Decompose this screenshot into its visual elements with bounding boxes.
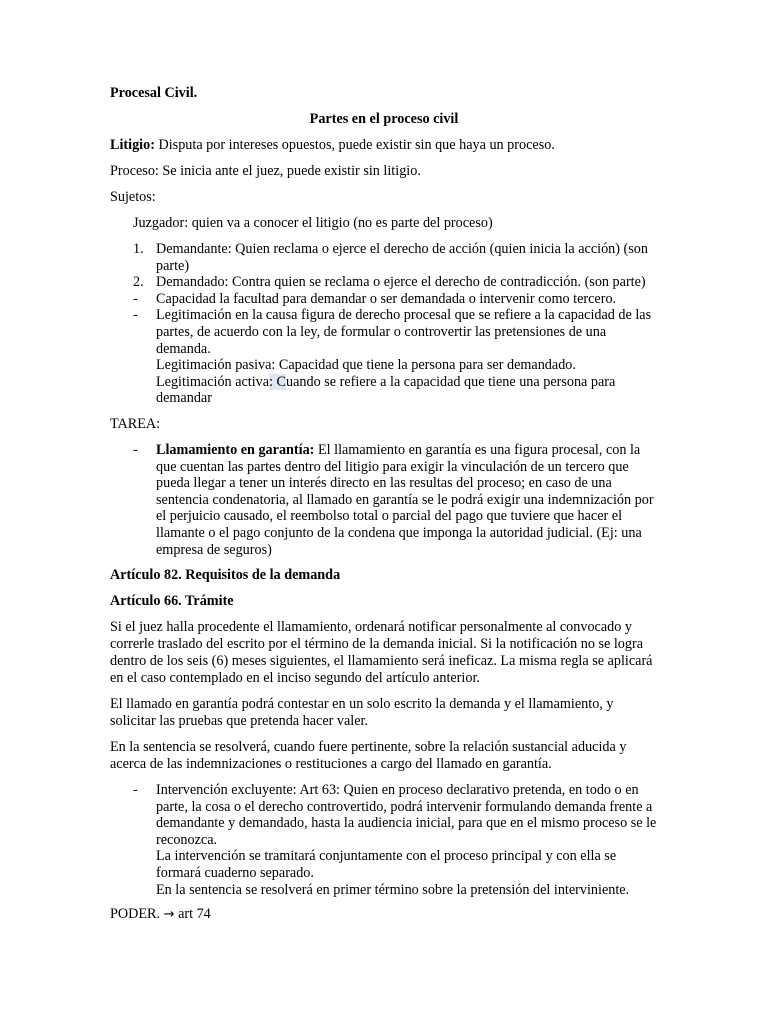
text-selection-highlight: : C bbox=[269, 373, 287, 390]
proceso-paragraph: Proceso: Se inicia ante el juez, puede existir sin litigio. bbox=[110, 163, 421, 179]
sujetos-paragraph: Sujetos: bbox=[110, 189, 156, 205]
article-66-paragraph-2: El llamado en garantía podrá contestar en un solo escrito la demanda y el llamamiento, y solicitar las pruebas que pretenda hacer valer. bbox=[110, 696, 614, 730]
list-item bbox=[110, 241, 658, 274]
list-marker: - bbox=[133, 290, 138, 307]
document-subtitle: Partes en el proceso civil bbox=[309, 111, 459, 127]
list-item-text: Demandante: Quien reclama o ejerce el derecho de acción (quien inicia la acción) (son parte) bbox=[156, 241, 648, 274]
article-66-heading: Artículo 66. Trámite bbox=[110, 593, 234, 610]
list-marker: - bbox=[133, 441, 138, 458]
list-item-text: Legitimación en la causa figura de derecho procesal que se refiere a la capacidad de las partes, de acuerdo con la ley, de formular o controvertir las pretensiones de una demanda. bbox=[156, 307, 652, 357]
list-marker: 2. bbox=[133, 274, 144, 291]
list-item bbox=[110, 307, 658, 407]
poder-label: PODER. bbox=[110, 906, 164, 923]
article-66-paragraph-1: Si el juez halla procedente el llamamiento, ordenará notificar personalmente al convocado y correrle traslado del escrito por el término de la demanda inicial. Si la notificación no se logra dentro de los seis (6) meses siguientes, el llamamiento será ineficaz. La misma regla se aplicará en el caso contemplado en el inciso segundo del artículo anterior. bbox=[110, 619, 653, 687]
list-marker: - bbox=[133, 782, 138, 799]
document-page bbox=[110, 85, 658, 923]
list-marker: - bbox=[133, 307, 138, 324]
legitimacion-activa-label: Legitimación activa bbox=[156, 373, 270, 390]
litigio-text: Disputa por intereses opuestos, puede existir sin que haya un proceso. bbox=[154, 137, 555, 153]
juzgador-paragraph: Juzgador: quien va a conocer el litigio (no es parte del proceso) bbox=[133, 215, 493, 231]
tarea-heading: TAREA: bbox=[110, 415, 161, 432]
poder-paragraph bbox=[110, 906, 658, 923]
list-item bbox=[110, 442, 658, 558]
intervencion-text-2: La intervención se tramitará conjuntamente con el proceso principal y con ella se formará cuaderno separado. bbox=[156, 848, 617, 882]
document-title: Procesal Civil. bbox=[110, 85, 198, 101]
legitimacion-activa-text: uando se refiere a la capacidad que tiene una persona para demandar bbox=[156, 373, 616, 407]
list-item-text: Demandado: Contra quien se reclama o ejerce el derecho de contradicción. (son parte) bbox=[156, 274, 646, 291]
list-item bbox=[110, 291, 658, 308]
poder-article: art 74 bbox=[174, 906, 211, 923]
arrow-right-icon: → bbox=[163, 907, 175, 923]
llamamiento-label: Llamamiento en garantía: bbox=[156, 441, 315, 458]
list-item bbox=[110, 782, 658, 898]
litigio-label: Litigio: bbox=[110, 137, 155, 153]
intervencion-text: Intervención excluyente: Art 63: Quien en proceso declarativo pretenda, en todo o en parte, la cosa o el derecho controvertido, podrá intervenir formulando demanda frente a demandante y demandado, hasta la audiencia inicial, para que en el mismo proceso se le reconozca. bbox=[156, 782, 657, 848]
article-66-paragraph-3: En la sentencia se resolverá, cuando fuere pertinente, sobre la relación sustancial aducida y acerca de las indemnizaciones o restituciones a cargo del llamado en garantía. bbox=[110, 739, 627, 773]
intervencion-text-3: En la sentencia se resolverá en primer término sobre la pretensión del interviniente. bbox=[156, 881, 630, 898]
sujetos-list bbox=[110, 241, 658, 407]
list-item bbox=[110, 274, 658, 291]
llamamiento-text: El llamamiento en garantía es una figura procesal, con la que cuentan las partes dentro del litigio para exigir la vinculación de un tercero que pueda llegar a tener un interés directo en las resultas del proceso; en caso de una sentencia condenatoria, al llamado en garantía se le podrá exigir una indemnización por el perjuicio causado, el reembolso total o parcial del pago que tuviere que hacer el llamante o el pago conjunto de la condena que imponga la autoridad judicial. (Ej: una empresa de seguros) bbox=[156, 441, 654, 558]
litigio-paragraph bbox=[110, 137, 658, 154]
tarea-list bbox=[110, 442, 658, 558]
article-82-heading: Artículo 82. Requisitos de la demanda bbox=[110, 567, 341, 584]
legitimacion-activa bbox=[156, 374, 658, 407]
list-item-text: Capacidad la facultad para demandar o ser demandada o intervenir como tercero. bbox=[156, 290, 617, 307]
list-marker: 1. bbox=[133, 241, 144, 257]
legitimacion-pasiva: Legitimación pasiva: Capacidad que tiene la persona para ser demandado. bbox=[156, 357, 576, 374]
intervencion-list bbox=[110, 782, 658, 898]
